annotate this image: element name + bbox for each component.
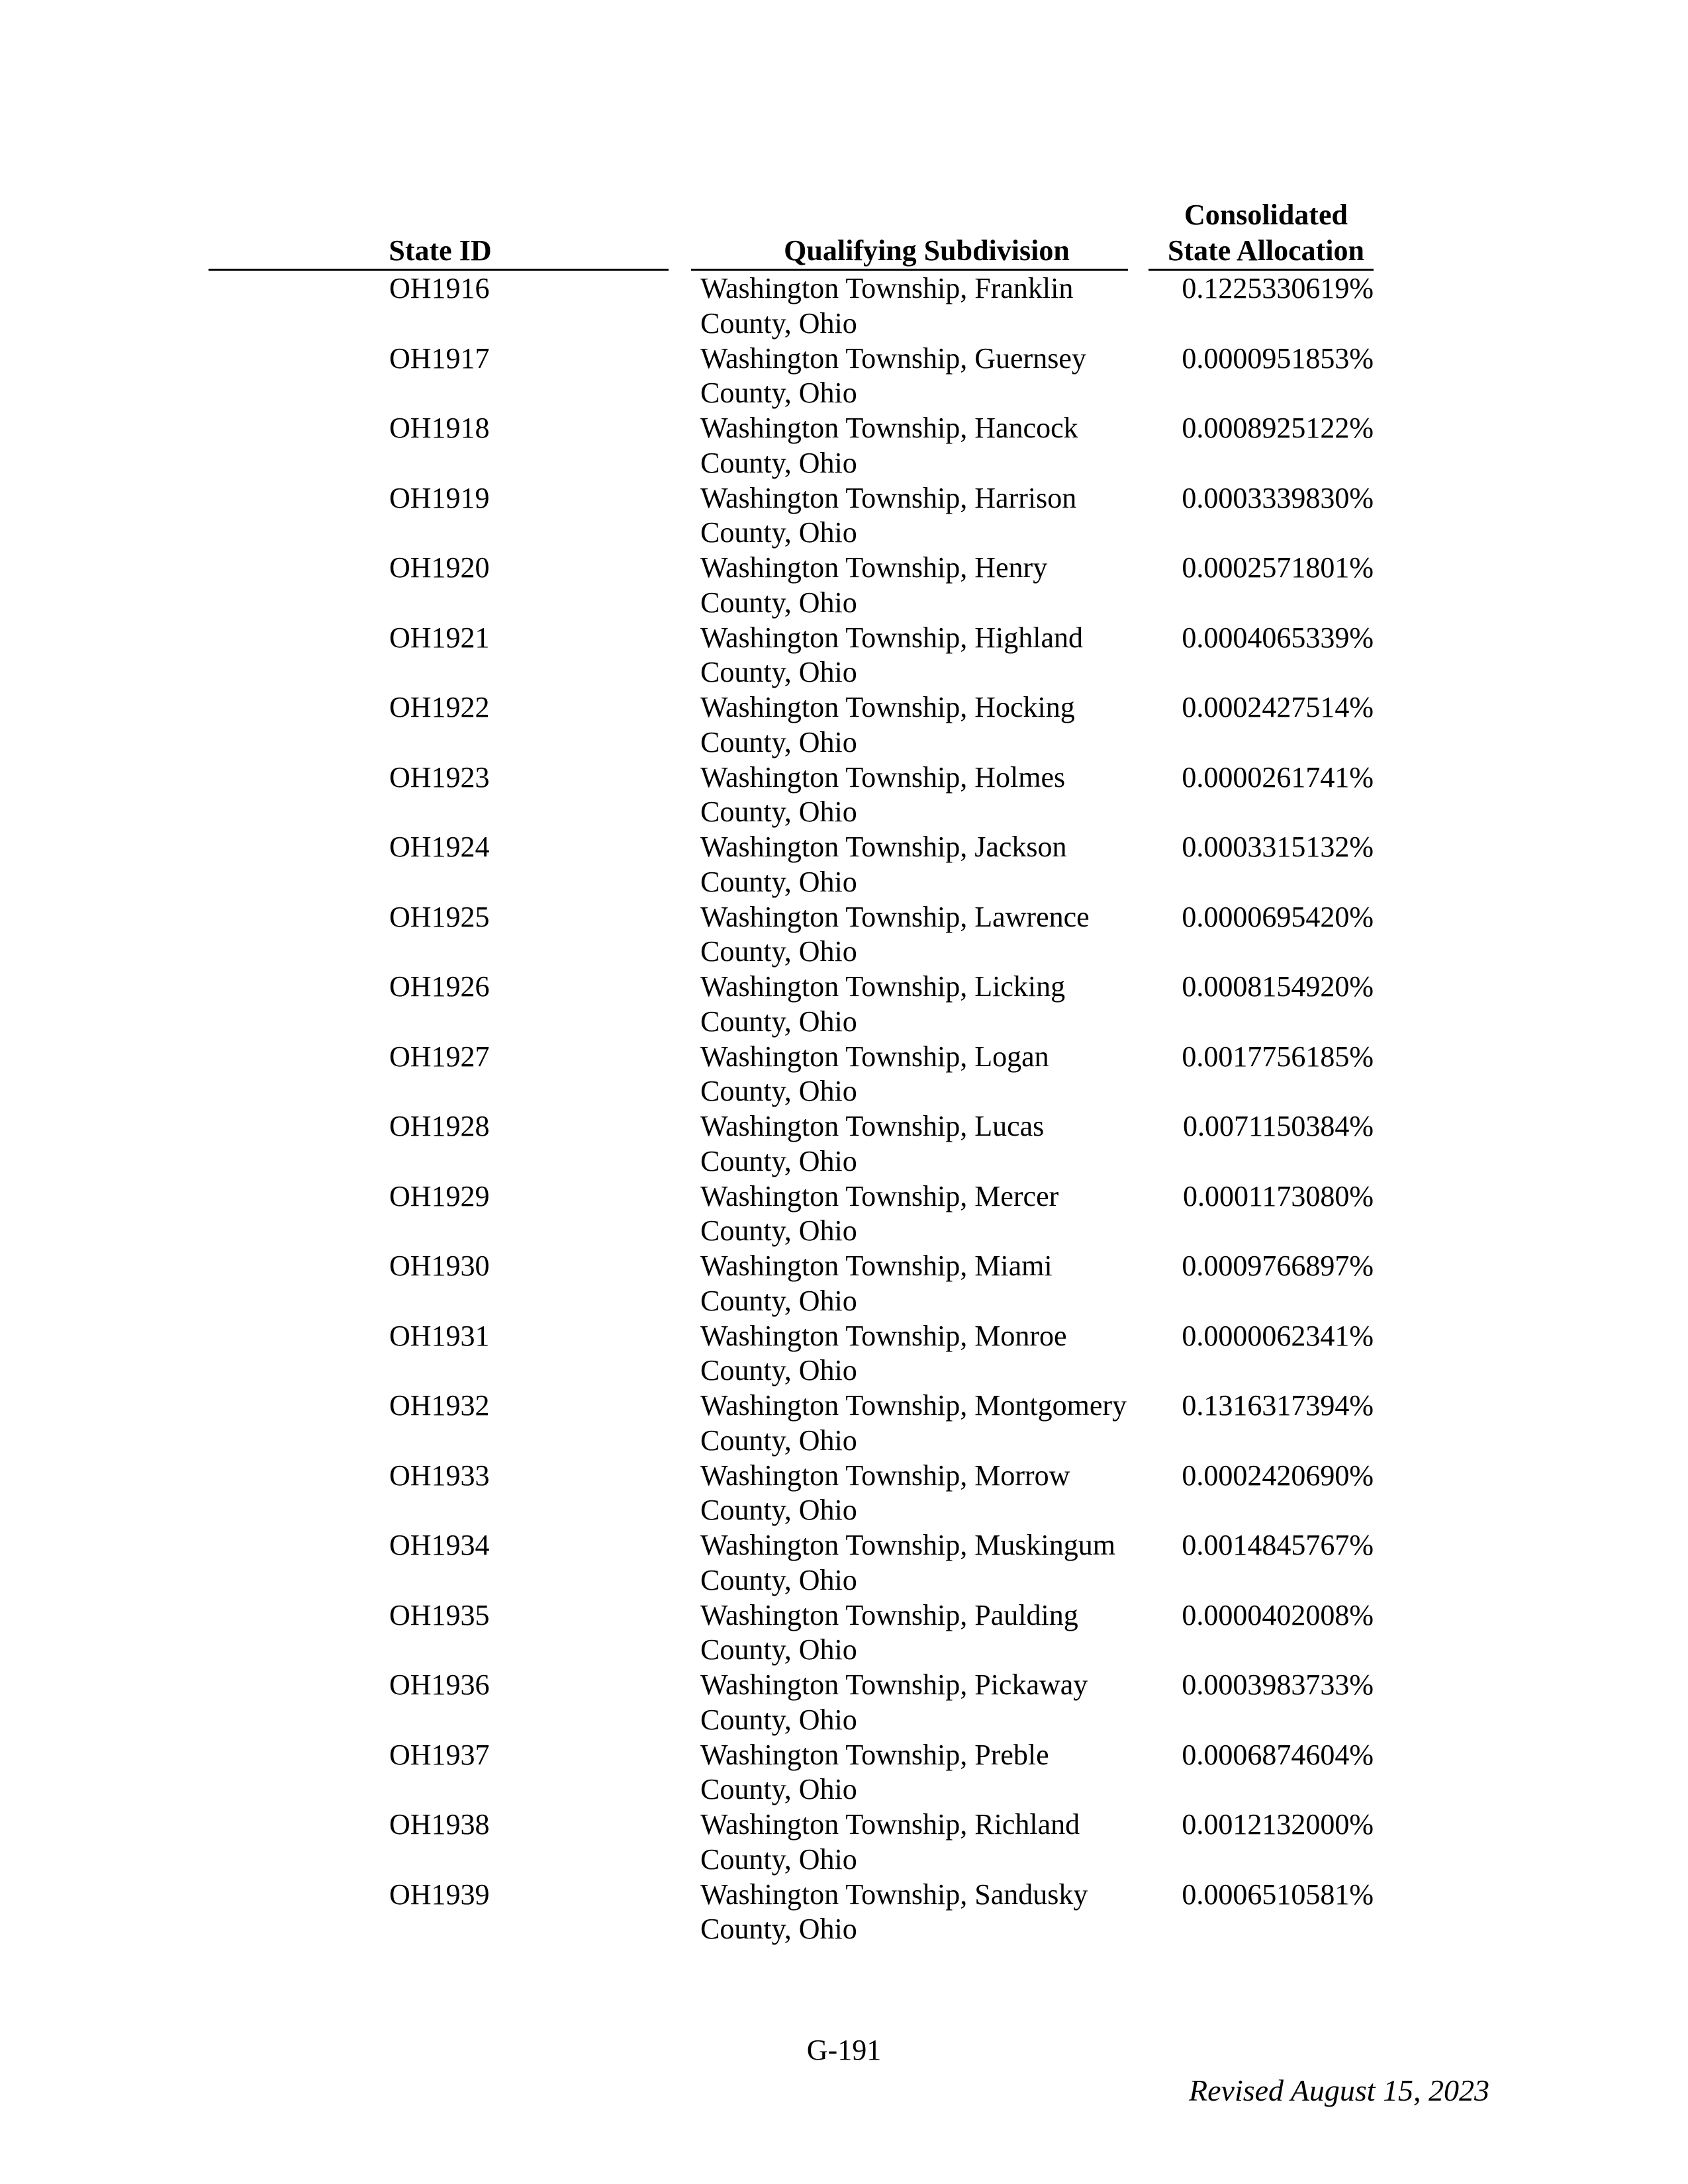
table-row bbox=[0, 1109, 1688, 1179]
allocation-cell: 0.0001173080% bbox=[1182, 1179, 1374, 1212]
state-id-cell: OH1917 bbox=[389, 341, 490, 375]
subdivision-cell: Washington Township, Mercer County, Ohio bbox=[700, 1179, 1059, 1248]
allocation-cell: 0.0000695420% bbox=[1182, 900, 1374, 933]
allocation-cell: 0.0003339830% bbox=[1182, 481, 1374, 514]
table-row bbox=[0, 1598, 1688, 1668]
page-number: G-191 bbox=[806, 2034, 882, 2066]
header-rule-subdivision bbox=[691, 269, 1128, 271]
subdivision-cell: Washington Township, Montgomery County, Ohio bbox=[700, 1389, 1127, 1457]
state-id-cell: OH1939 bbox=[389, 1878, 490, 1911]
table-row bbox=[0, 900, 1688, 970]
table-row bbox=[0, 1668, 1688, 1738]
state-id-cell: OH1928 bbox=[389, 1110, 490, 1142]
table-row bbox=[0, 1319, 1688, 1389]
table-row bbox=[0, 621, 1688, 691]
subdivision-cell: Washington Township, Franklin County, Ohio bbox=[700, 272, 1074, 340]
state-id-cell: OH1938 bbox=[389, 1808, 490, 1841]
state-id-cell: OH1932 bbox=[389, 1389, 490, 1422]
allocation-cell: 0.0003983733% bbox=[1182, 1668, 1374, 1701]
state-id-cell: OH1924 bbox=[389, 831, 490, 863]
table-row bbox=[0, 1179, 1688, 1250]
header-allocation-line2: State Allocation bbox=[1168, 234, 1364, 267]
header-rule-state-id bbox=[209, 269, 669, 271]
header-rule-allocation bbox=[1149, 269, 1374, 271]
subdivision-cell: Washington Township, Preble County, Ohio bbox=[700, 1738, 1049, 1806]
allocation-cell: 0.0002427514% bbox=[1182, 691, 1374, 723]
subdivision-cell: Washington Township, Hancock County, Ohio bbox=[700, 412, 1078, 479]
revision-date: Revised August 15, 2023 bbox=[1189, 2073, 1489, 2107]
allocation-table-body bbox=[0, 271, 1688, 1947]
allocation-cell: 0.0008925122% bbox=[1182, 412, 1374, 444]
allocation-cell: 0.0002420690% bbox=[1182, 1459, 1374, 1492]
allocation-cell: 0.0002571801% bbox=[1182, 551, 1374, 584]
state-id-cell: OH1926 bbox=[389, 970, 490, 1003]
subdivision-cell: Washington Township, Guernsey County, Ohio bbox=[700, 341, 1086, 410]
subdivision-cell: Washington Township, Jackson County, Ohio bbox=[700, 831, 1067, 898]
state-id-cell: OH1936 bbox=[389, 1668, 490, 1701]
allocation-cell: 0.0012132000% bbox=[1182, 1808, 1374, 1841]
allocation-cell: 0.0000261741% bbox=[1182, 760, 1374, 794]
subdivision-cell: Washington Township, Lucas County, Ohio bbox=[700, 1110, 1045, 1177]
allocation-cell: 0.0000062341% bbox=[1182, 1319, 1374, 1352]
state-id-cell: OH1916 bbox=[389, 272, 490, 304]
state-id-cell: OH1922 bbox=[389, 691, 490, 723]
allocation-cell: 0.1316317394% bbox=[1182, 1389, 1374, 1422]
subdivision-cell: Washington Township, Holmes County, Ohio bbox=[700, 760, 1066, 829]
state-id-cell: OH1919 bbox=[389, 481, 490, 514]
allocation-cell: 0.0000402008% bbox=[1182, 1598, 1374, 1631]
state-id-cell: OH1925 bbox=[389, 900, 490, 933]
subdivision-cell: Washington Township, Morrow County, Ohio bbox=[700, 1459, 1070, 1527]
subdivision-cell: Washington Township, Logan County, Ohio bbox=[700, 1040, 1049, 1108]
state-id-cell: OH1930 bbox=[389, 1250, 490, 1282]
allocation-cell: 0.0071150384% bbox=[1182, 1110, 1374, 1142]
table-row bbox=[0, 830, 1688, 900]
header-state-id: State ID bbox=[389, 234, 492, 267]
header-qualifying-subdivision: Qualifying Subdivision bbox=[784, 234, 1070, 267]
allocation-cell: 0.1225330619% bbox=[1182, 272, 1374, 304]
subdivision-cell: Washington Township, Licking County, Ohio bbox=[700, 970, 1066, 1038]
header-consolidated-allocation bbox=[1152, 197, 1380, 269]
allocation-cell: 0.0009766897% bbox=[1182, 1250, 1374, 1282]
subdivision-cell: Washington Township, Muskingum County, Ohio bbox=[700, 1529, 1115, 1596]
table-row bbox=[0, 1459, 1688, 1529]
subdivision-cell: Washington Township, Richland County, Ohio bbox=[700, 1808, 1080, 1876]
allocation-cell: 0.0006874604% bbox=[1182, 1738, 1374, 1771]
table-row bbox=[0, 1878, 1688, 1948]
table-row bbox=[0, 481, 1688, 551]
state-id-cell: OH1921 bbox=[389, 621, 490, 654]
state-id-cell: OH1923 bbox=[389, 760, 490, 794]
table-row bbox=[0, 1807, 1688, 1878]
allocation-cell: 0.0004065339% bbox=[1182, 621, 1374, 654]
subdivision-cell: Washington Township, Sandusky County, Ohio bbox=[700, 1878, 1088, 1946]
table-row bbox=[0, 970, 1688, 1040]
state-id-cell: OH1937 bbox=[389, 1738, 490, 1771]
state-id-cell: OH1929 bbox=[389, 1179, 490, 1212]
table-row bbox=[0, 551, 1688, 621]
allocation-cell: 0.0017756185% bbox=[1182, 1040, 1374, 1073]
subdivision-cell: Washington Township, Miami County, Ohio bbox=[700, 1250, 1053, 1317]
allocation-cell: 0.0008154920% bbox=[1182, 970, 1374, 1003]
table-row bbox=[0, 341, 1688, 412]
state-id-cell: OH1934 bbox=[389, 1529, 490, 1561]
allocation-cell: 0.0006510581% bbox=[1182, 1878, 1374, 1911]
state-id-cell: OH1931 bbox=[389, 1319, 490, 1352]
subdivision-cell: Washington Township, Harrison County, Ohio bbox=[700, 481, 1077, 549]
subdivision-cell: Washington Township, Henry County, Ohio bbox=[700, 551, 1048, 619]
state-id-cell: OH1935 bbox=[389, 1598, 490, 1631]
subdivision-cell: Washington Township, Lawrence County, Ohio bbox=[700, 900, 1090, 968]
table-row bbox=[0, 1388, 1688, 1459]
subdivision-cell: Washington Township, Highland County, Ohio bbox=[700, 621, 1083, 689]
state-id-cell: OH1920 bbox=[389, 551, 490, 584]
state-id-cell: OH1927 bbox=[389, 1040, 490, 1073]
header-allocation-line1: Consolidated bbox=[1184, 199, 1348, 231]
subdivision-cell: Washington Township, Paulding County, Ohio bbox=[700, 1598, 1078, 1666]
subdivision-cell: Washington Township, Monroe County, Ohio bbox=[700, 1319, 1067, 1387]
table-row bbox=[0, 1738, 1688, 1808]
allocation-cell: 0.0014845767% bbox=[1182, 1529, 1374, 1561]
table-row bbox=[0, 760, 1688, 831]
table-row bbox=[0, 690, 1688, 760]
table-row bbox=[0, 271, 1688, 341]
table-row bbox=[0, 411, 1688, 481]
state-id-cell: OH1918 bbox=[389, 412, 490, 444]
allocation-cell: 0.0000951853% bbox=[1182, 341, 1374, 375]
table-row bbox=[0, 1040, 1688, 1110]
allocation-cell: 0.0003315132% bbox=[1182, 831, 1374, 863]
subdivision-cell: Washington Township, Pickaway County, Ohio bbox=[700, 1668, 1088, 1736]
subdivision-cell: Washington Township, Hocking County, Ohio bbox=[700, 691, 1075, 758]
table-row bbox=[0, 1249, 1688, 1319]
table-row bbox=[0, 1528, 1688, 1598]
state-id-cell: OH1933 bbox=[389, 1459, 490, 1492]
